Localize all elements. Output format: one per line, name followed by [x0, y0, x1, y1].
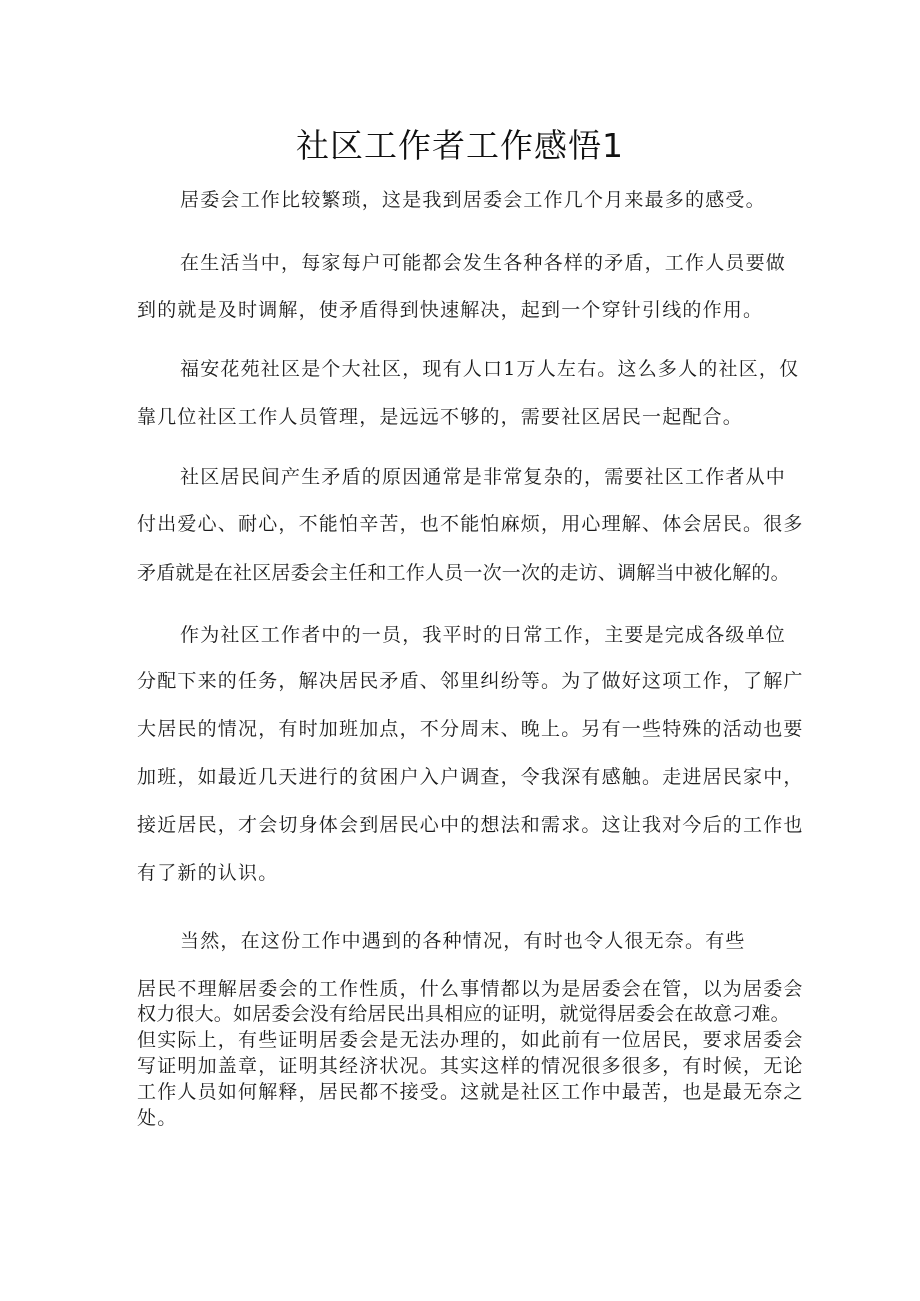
paragraph-4-line-1: 社区居民间产生矛盾的原因通常是非常复杂的，需要社区工作者从中 [180, 466, 787, 488]
paragraph-5-line-3: 大居民的情况，有时加班加点，不分周末、晚上。另有一些特殊的活动也要 [137, 718, 804, 740]
paragraph-4-line-2: 付出爱心、耐心，不能怕辛苦，也不能怕麻烦，用心理解、体会居民。很多 [137, 513, 804, 535]
paragraph-5-line-2: 分配下来的任务，解决居民矛盾、邻里纠纷等。为了做好这项工作，了解广 [137, 670, 804, 692]
document-title: 社区工作者工作感悟1 [296, 126, 624, 165]
paragraph-3-line-2: 靠几位社区工作人员管理，是远远不够的，需要社区居民一起配合。 [137, 406, 744, 428]
paragraph-1-line-1: 居委会工作比较繁琐，这是我到居委会工作几个月来最多的感受。 [180, 189, 766, 211]
paragraph-6-line-4: 但实际上，有些证明居委会是无法办理的，如此前有一位居民，要求居委会 [137, 1029, 804, 1051]
paragraph-6-line-7: 处。 [137, 1107, 178, 1129]
paragraph-5-line-4: 加班，如最近几天进行的贫困户入户调查，令我深有感触。走进居民家中， [137, 766, 804, 788]
paragraph-4-line-3: 矛盾就是在社区居委会主任和工作人员一次一次的走访、调解当中被化解的。 [137, 562, 790, 584]
paragraph-5-line-1: 作为社区工作者中的一员，我平时的日常工作，主要是完成各级单位 [180, 624, 787, 646]
paragraph-3-line-1: 福安花苑社区是个大社区，现有人口1万人左右。这么多人的社区，仅 [180, 358, 800, 380]
paragraph-2-line-1: 在生活当中，每家每户可能都会发生各种各样的矛盾，工作人员要做 [180, 252, 787, 274]
paragraph-6-line-6: 工作人员如何解释，居民都不接受。这就是社区工作中最苦，也是最无奈之 [137, 1081, 804, 1103]
paragraph-6-line-3: 权力很大。如居委会没有给居民出具相应的证明，就觉得居委会在故意刁难。 [137, 1003, 790, 1025]
paragraph-2-line-2: 到的就是及时调解，使矛盾得到快速解决，起到一个穿针引线的作用。 [137, 299, 764, 321]
paragraph-6-line-2: 居民不理解居委会的工作性质，什么事情都以为是居委会在管，以为居委会 [137, 978, 804, 1000]
paragraph-6-line-5: 写证明加盖章，证明其经济状况。其实这样的情况很多很多，有时候，无论 [137, 1055, 804, 1077]
paragraph-6-line-1: 当然，在这份工作中遇到的各种情况，有时也令人很无奈。有些 [180, 930, 746, 952]
paragraph-5-line-6: 有了新的认识。 [137, 862, 279, 884]
paragraph-5-line-5: 接近居民，才会切身体会到居民心中的想法和需求。这让我对今后的工作也 [137, 814, 804, 836]
